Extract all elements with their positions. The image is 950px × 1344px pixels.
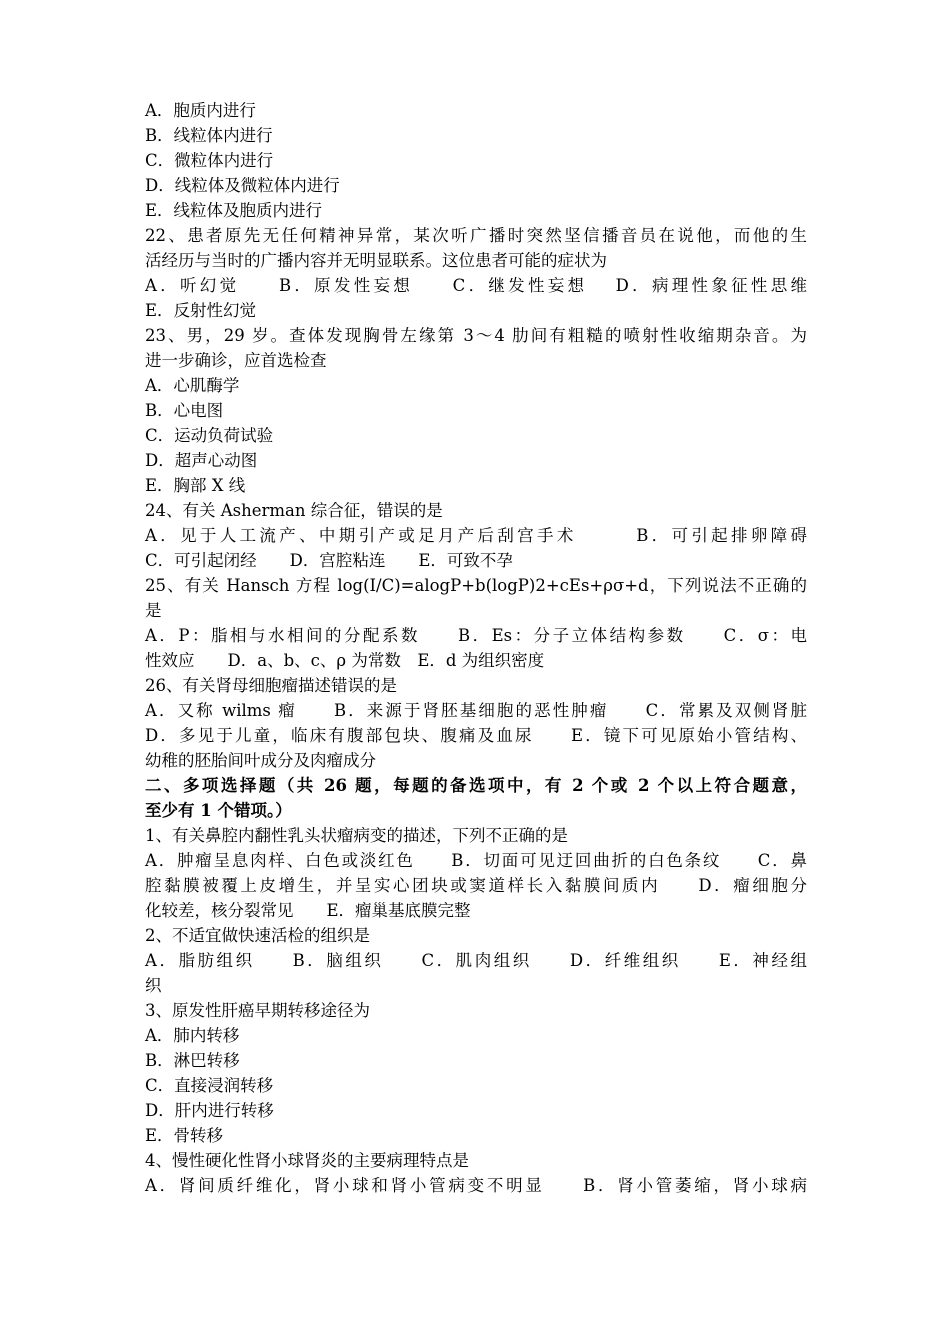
text-line: A．脂肪组织 B．脑组织 C．肌肉组织 D．纤维组织 E．神经组 xyxy=(145,951,807,970)
text-line: 3、原发性肝癌早期转移途径为 xyxy=(145,1001,370,1020)
text-line: A．P：脂相与水相间的分配系数 B．Es：分子立体结构参数 C．σ：电 xyxy=(145,626,807,645)
text-line: D．肝内进行转移 xyxy=(145,1101,274,1120)
text-line: E．线粒体及胞质内进行 xyxy=(145,201,323,220)
text-line: D．超声心动图 xyxy=(145,451,258,470)
text-line: 1、有关鼻腔内翻性乳头状瘤病变的描述，下列不正确的是 xyxy=(145,826,568,845)
text-line: C．运动负荷试验 xyxy=(145,426,274,445)
text-line: A．心肌酶学 xyxy=(145,376,240,395)
text-line: B．淋巴转移 xyxy=(145,1051,240,1070)
text-line: D．线粒体及微粒体内进行 xyxy=(145,176,340,195)
text-line: C．微粒体内进行 xyxy=(145,151,274,170)
text-line: B．心电图 xyxy=(145,401,224,420)
text-line: E．胸部 X 线 xyxy=(145,476,246,495)
text-line: A．又称 wilms 瘤 B．来源于肾胚基细胞的恶性肿瘤 C．常累及双侧肾脏 xyxy=(145,701,807,720)
text-line: C．可引起闭经 D．宫腔粘连 E．可致不孕 xyxy=(145,551,513,570)
text-line: E．反射性幻觉 xyxy=(145,301,257,320)
text-line: C．直接浸润转移 xyxy=(145,1076,274,1095)
text-line: A．胞质内进行 xyxy=(145,101,256,120)
text-line: 4、慢性硬化性肾小球肾炎的主要病理特点是 xyxy=(145,1151,469,1170)
text-line: E．骨转移 xyxy=(145,1126,224,1145)
text-line: 22、患者原先无任何精神异常，某次听广播时突然坚信播音员在说他，而他的生 xyxy=(145,226,807,245)
text-line: 25、有关 Hansch 方程 log(I/C)=alogP+b(logP)2+cEs+ρσ+d，下列说法不正确的 xyxy=(145,576,807,595)
text-line: 至少有 1 个错项。） xyxy=(145,801,292,820)
text-line: A．肿瘤呈息肉样、白色或淡红色 B．切面可见迂回曲折的白色条纹 C．鼻 xyxy=(145,851,807,870)
text-line: 进一步确诊，应首选检查 xyxy=(145,351,327,370)
text-line: A．肺内转移 xyxy=(145,1026,240,1045)
text-line: 24、有关 Asherman 综合征，错误的是 xyxy=(145,501,443,520)
text-line: 幼稚的胚胎间叶成分及肉瘤成分 xyxy=(145,751,376,770)
text-line: 26、有关肾母细胞瘤描述错误的是 xyxy=(145,676,397,695)
text-line: 二、多项选择题（共 26 题，每题的备选项中，有 2 个或 2 个以上符合题意， xyxy=(145,776,807,795)
text-line: 23、男，29 岁。查体发现胸骨左缘第 3～4 肋间有粗糙的喷射性收缩期杂音。为 xyxy=(145,326,807,345)
text-line: A．听幻觉 B．原发性妄想 C．继发性妄想 D．病理性象征性思维 xyxy=(145,276,807,295)
text-line: 织 xyxy=(145,976,162,995)
text-line: 化较差，核分裂常见 E．瘤巢基底膜完整 xyxy=(145,901,471,920)
text-line: 腔黏膜被覆上皮增生，并呈实心团块或窦道样长入黏膜间质内 D．瘤细胞分 xyxy=(145,876,807,895)
text-line: A．肾间质纤维化，肾小球和肾小管病变不明显 B．肾小管萎缩，肾小球病 xyxy=(145,1176,807,1195)
text-line: 2、不适宜做快速活检的组织是 xyxy=(145,926,370,945)
text-line: 活经历与当时的广播内容并无明显联系。这位患者可能的症状为 xyxy=(145,251,607,270)
text-line: B．线粒体内进行 xyxy=(145,126,273,145)
text-line: D．多见于儿童，临床有腹部包块、腹痛及血尿 E．镜下可见原始小管结构、 xyxy=(145,726,807,745)
document-body xyxy=(145,98,807,1198)
text-line: 性效应 D．a、b、c、ρ 为常数 E．d 为组织密度 xyxy=(145,651,545,670)
text-line: A．见于人工流产、中期引产或足月产后刮宫手术 B．可引起排卵障碍 xyxy=(145,526,807,545)
text-line: 是 xyxy=(145,601,162,620)
